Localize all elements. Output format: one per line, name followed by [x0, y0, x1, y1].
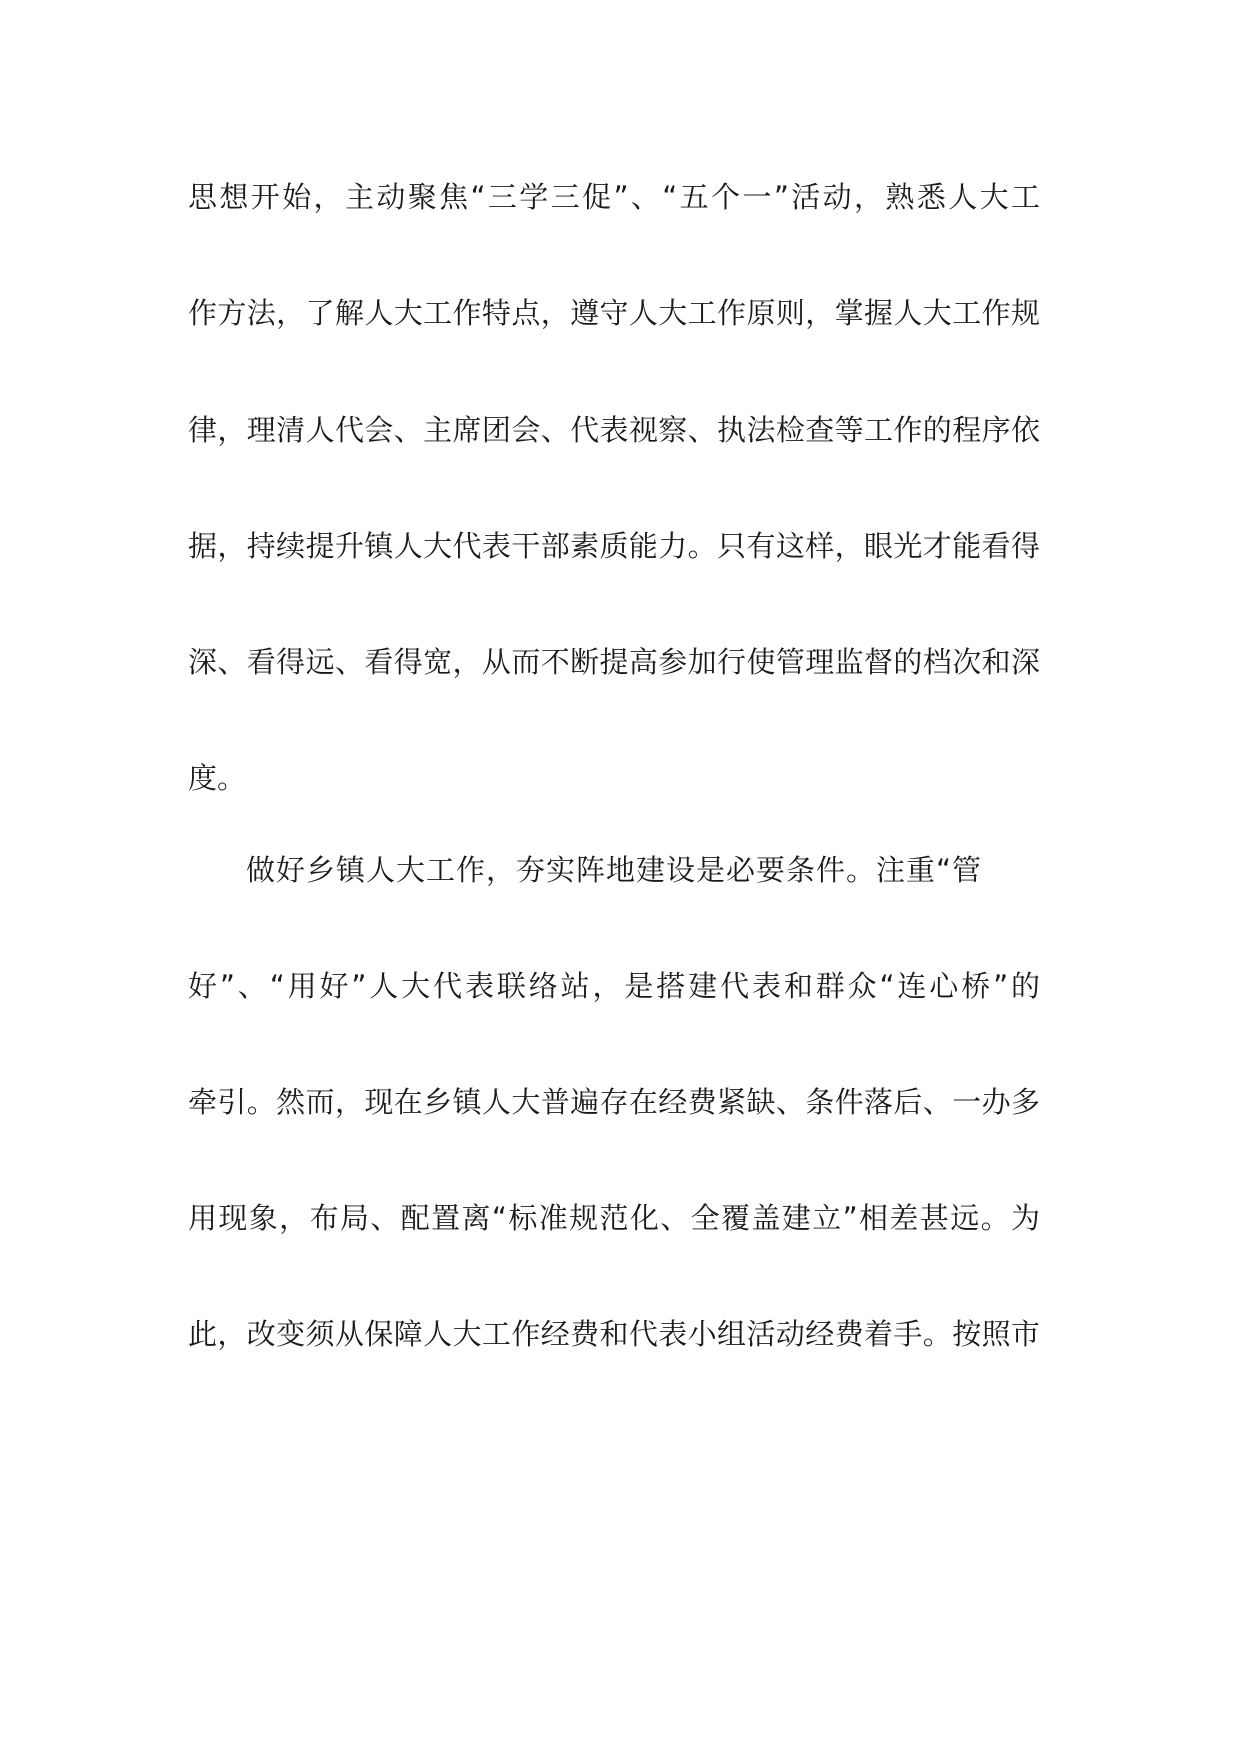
paragraph-first-line: 做好乡镇人大工作，夯实阵地建设是必要条件。注重“管 [246, 853, 981, 887]
text-line: 作方法，了解人大工作特点，遵守人大工作原则，掌握人大工作规 [188, 296, 1040, 330]
text-line: 据，持续提升镇人大代表干部素质能力。只有这样，眼光才能看得 [188, 529, 1040, 563]
text-line: 牵引。然而，现在乡镇人大普遍存在经费紧缺、条件落后、一办多 [188, 1085, 1040, 1119]
text-line: 深、看得远、看得宽，从而不断提高参加行使管理监督的档次和深 [188, 645, 1040, 679]
text-line: 好”、“用好”人大代表联络站，是搭建代表和群众“连心桥”的 [188, 969, 1040, 1003]
text-line: 度。 [188, 761, 247, 795]
text-line: 用现象，布局、配置离“标准规范化、全覆盖建立”相差甚远。为 [188, 1201, 1040, 1235]
text-line: 律，理清人代会、主席团会、代表视察、执法检查等工作的程序依 [188, 413, 1040, 447]
text-line: 思想开始，主动聚焦“三学三促”、“五个一”活动，熟悉人大工 [188, 180, 1040, 214]
text-line: 此，改变须从保障人大工作经费和代表小组活动经费着手。按照市 [188, 1317, 1040, 1351]
